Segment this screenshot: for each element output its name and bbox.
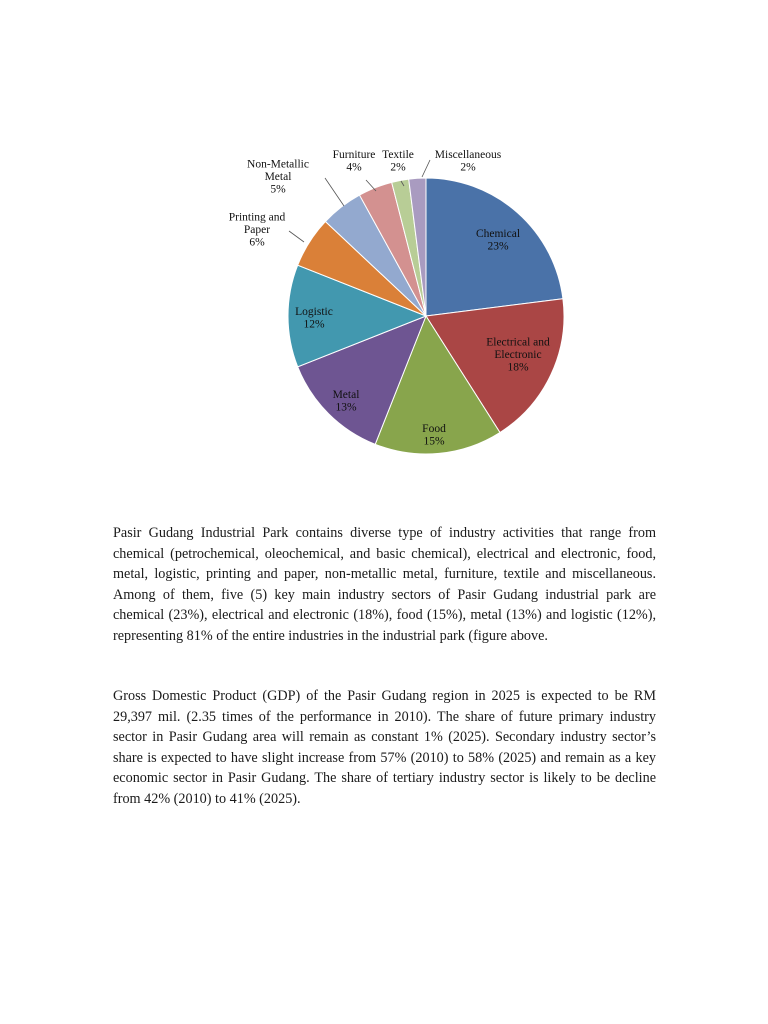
leader-line-miscellaneous bbox=[422, 160, 430, 177]
slice-label-food: Food 15% bbox=[422, 422, 446, 448]
leader-line-non-metallic-metal bbox=[325, 178, 344, 206]
paragraph-gdp-outlook: Gross Domestic Product (GDP) of the Pasir Gudang region in 2025 is expected to be RM 29,397 mil. (2.35 times of the performance in 2010). The share of future primary industry sector in Pasir Gudang area will remain as constant 1% (2025). Secondary industry sector’s share is expected to have slight increase from 57% (2010) to 58% (2025) and remain as a key economic sector in Pasir Gudang. The share of tertiary industry sector is likely to be decline from 42% (2010) to 41% (2025). bbox=[113, 688, 656, 807]
slice-label-textile: Textile 2% bbox=[382, 148, 414, 174]
slice-label-electrical-and-electronic: Electrical and Electronic 18% bbox=[486, 336, 550, 374]
slice-label-non-metallic-metal: Non-Metallic Metal 5% bbox=[247, 158, 309, 196]
leader-line-printing-and-paper bbox=[289, 231, 304, 242]
pie-chart-svg bbox=[0, 0, 768, 500]
paragraph-industry-sectors: Pasir Gudang Industrial Park contains diverse type of industry activities that range from chemical (petrochemical, oleochemical, and basic chemical), electrical and electronic, food, metal, logistic, printing and paper, non-metallic metal, furniture, textile and miscellaneous. Among of them, five (5) key main industry sectors of Pasir Gudang industrial park are chemical (23%), electrical and electronic (18%), food (15%), metal (13%) and logistic (12%), representing 81% of the entire industries in the industrial park (figure above. bbox=[113, 525, 656, 644]
slice-label-metal: Metal 13% bbox=[332, 388, 360, 414]
industry-pie-chart bbox=[0, 0, 768, 500]
slice-label-miscellaneous: Miscellaneous 2% bbox=[434, 148, 502, 174]
slice-label-printing-and-paper: Printing and Paper 6% bbox=[228, 211, 286, 249]
slice-label-furniture: Furniture 4% bbox=[332, 148, 376, 174]
slice-label-chemical: Chemical 23% bbox=[475, 227, 521, 253]
slice-label-logistic: Logistic 12% bbox=[295, 305, 333, 331]
